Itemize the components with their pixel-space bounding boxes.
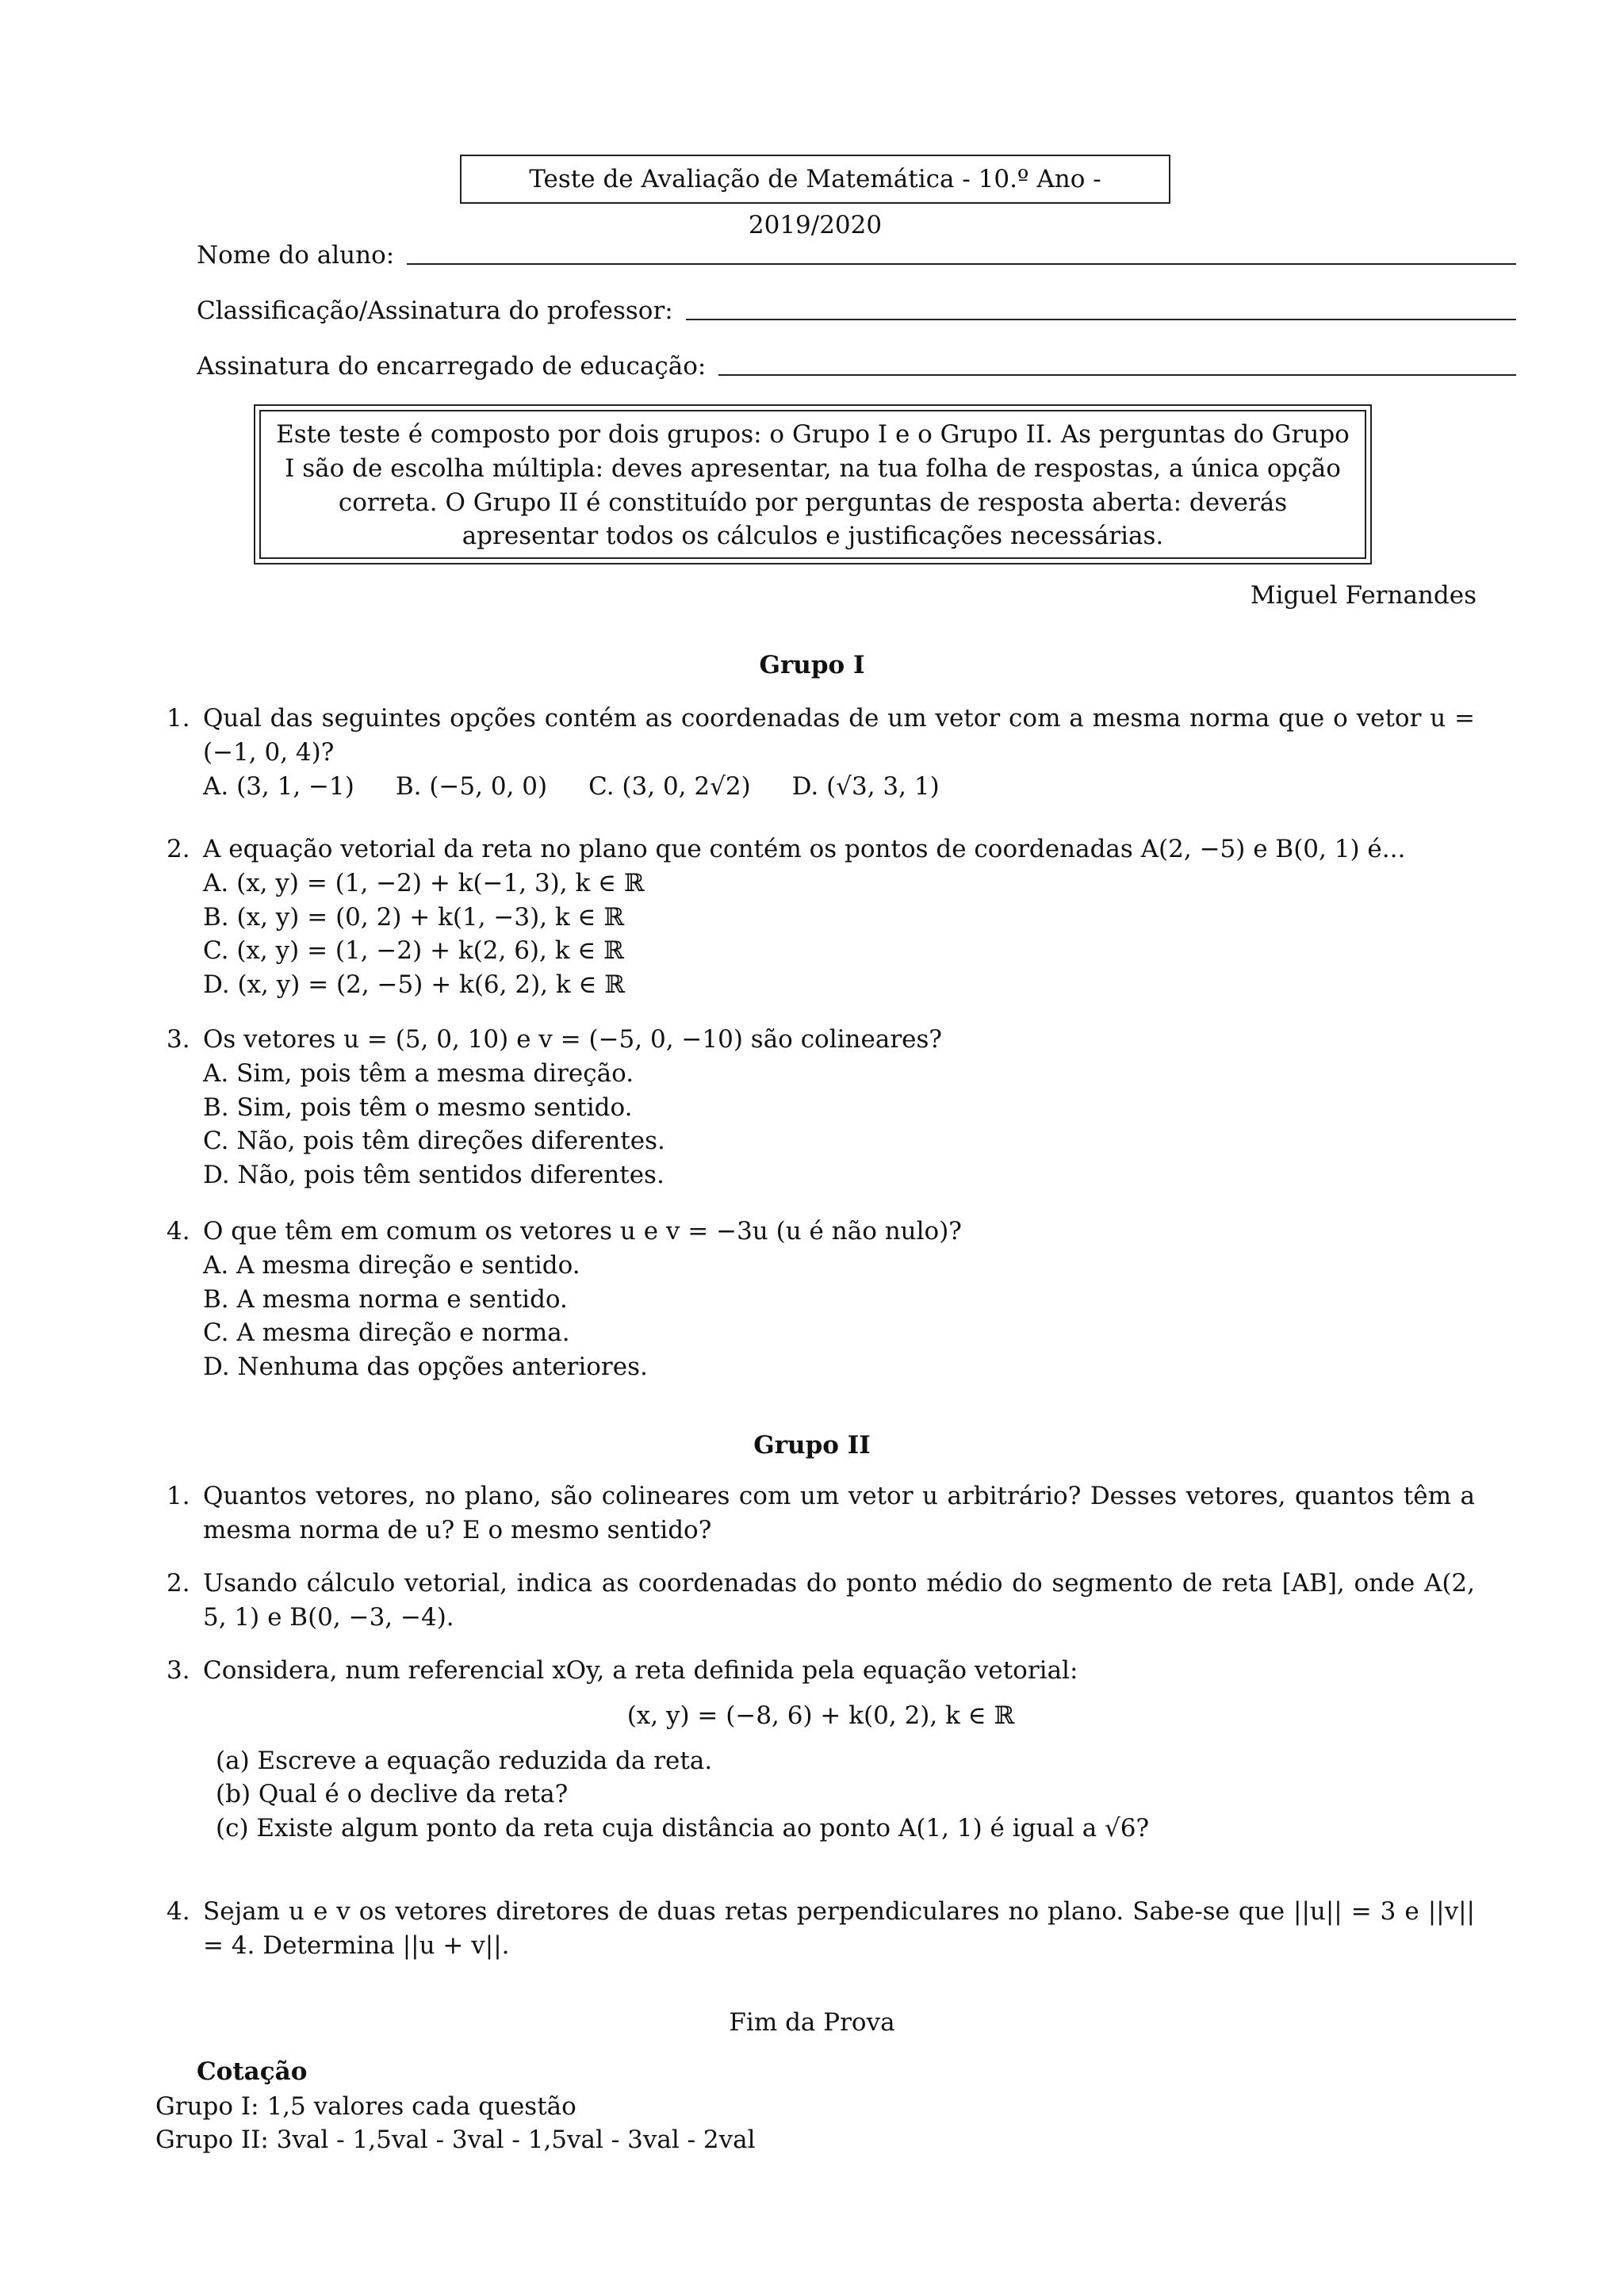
question-text: Quantos vetores, no plano, são colineares com um vetor u arbitrário? Desses vetores, quantos têm a mesma norma de u? E o mesmo sentido? <box>203 1482 1475 1544</box>
test-title: Teste de Avaliação de Matemática - 10.º Ano - 2019/2020 <box>460 155 1170 204</box>
option-a: A. Sim, pois têm a mesma direção. <box>203 1058 634 1088</box>
field-line[interactable] <box>407 263 1516 265</box>
field-label: Nome do aluno: <box>197 241 395 270</box>
question-number: 3. <box>167 1025 190 1054</box>
option-a: A. A mesma direção e sentido. <box>203 1250 580 1280</box>
question-number: 2. <box>167 835 190 863</box>
question-number: 1. <box>167 1482 190 1510</box>
field-label: Assinatura do encarregado de educação: <box>197 352 707 381</box>
g1-question-4 <box>167 1215 1475 1384</box>
question-text: Sejam u e v os vetores diretores de duas retas perpendiculares no plano. Sabe-se que ||u|| = 3 e ||v|| = 4. Determina ||u + v||. <box>203 1897 1475 1960</box>
option-d: D. (x, y) = (2, −5) + k(6, 2), k ∈ ℝ <box>203 970 626 1000</box>
option-b: B. (−5, 0, 0) <box>395 771 548 801</box>
question-text: Os vetores u = (5, 0, 10) e v = (−5, 0, −10) são colineares? <box>203 1025 943 1054</box>
student-name-field[interactable] <box>197 238 1516 273</box>
question-number: 3. <box>167 1656 190 1685</box>
g1-question-3 <box>167 1023 1475 1192</box>
question-text: Considera, num referencial xOy, a reta definida pela equação vetorial: <box>203 1656 1078 1685</box>
field-line[interactable] <box>718 374 1516 376</box>
g2-question-1 <box>167 1479 1475 1548</box>
option-d: D. Nenhuma das opções anteriores. <box>203 1353 648 1382</box>
end-of-test: Fim da Prova <box>729 2008 895 2037</box>
vector-equation: (x, y) = (−8, 6) + k(0, 2), k ∈ ℝ <box>626 1701 1015 1730</box>
option-a: A. (3, 1, −1) <box>203 771 354 801</box>
g1-question-1 <box>167 702 1475 803</box>
question-text: A equação vetorial da reta no plano que contém os pontos de coordenadas A(2, −5) e B(0, 1) é... <box>203 835 1406 863</box>
option-b: B. (x, y) = (0, 2) + k(1, −3), k ∈ ℝ <box>203 902 625 932</box>
author-name: Miguel Fernandes <box>1250 581 1477 610</box>
teacher-signature-field[interactable] <box>197 293 1516 328</box>
option-c: C. (x, y) = (1, −2) + k(2, 6), k ∈ ℝ <box>203 936 624 966</box>
option-c: C. A mesma direção e norma. <box>203 1318 570 1348</box>
group1-title: Grupo I <box>759 651 865 679</box>
question-text: Usando cálculo vetorial, indica as coordenadas do ponto médio do segmento de reta [AB], onde A(2, 5, 1) e B(0, −3, −4). <box>203 1569 1475 1632</box>
cotacao-title: Cotação <box>197 2057 308 2086</box>
options-row <box>203 770 1475 804</box>
g2-question-2 <box>167 1567 1475 1635</box>
question-text: O que têm em comum os vetores u e v = −3u (u é não nulo)? <box>203 1217 962 1246</box>
options-list <box>203 1249 1475 1384</box>
g2-question-4 <box>167 1895 1475 1963</box>
option-d: D. (√3, 3, 1) <box>791 771 940 801</box>
guardian-signature-field[interactable] <box>197 349 1516 384</box>
sub-question-a: (a) Escreve a equação reduzida da reta. <box>216 1746 713 1775</box>
cotacao-line-1: Grupo I: 1,5 valores cada questão <box>155 2092 576 2121</box>
question-number: 4. <box>167 1897 190 1926</box>
question-number: 1. <box>167 704 190 733</box>
g2-question-3 <box>167 1654 1475 1846</box>
question-number: 4. <box>167 1217 190 1246</box>
option-b: B. Sim, pois têm o mesmo sentido. <box>203 1093 633 1122</box>
cotacao-line-2: Grupo II: 3val - 1,5val - 3val - 1,5val - 3val - 2val <box>155 2126 756 2154</box>
group2-title: Grupo II <box>753 1431 871 1460</box>
g1-question-2 <box>167 832 1475 1002</box>
option-c: C. (3, 0, 2√2) <box>588 771 751 801</box>
instructions-box <box>254 404 1372 564</box>
option-b: B. A mesma norma e sentido. <box>203 1284 568 1314</box>
question-text: Qual das seguintes opções contém as coordenadas de um vetor com a mesma norma que o vetor u = (−1, 0, 4)? <box>203 704 1475 767</box>
option-a: A. (x, y) = (1, −2) + k(−1, 3), k ∈ ℝ <box>203 868 645 897</box>
instructions-text: Este teste é composto por dois grupos: o Grupo I e o Grupo II. As perguntas do Grupo I são de escolha múltipla: deves apresentar, na tua folha de respostas, a única opção correta. O Grupo II é constituído por perguntas de resposta aberta: deverás apresentar todos os cálculos e justificações necessárias. <box>259 410 1366 559</box>
field-line[interactable] <box>686 319 1516 320</box>
field-label: Classificação/Assinatura do professor: <box>197 297 673 326</box>
options-list <box>203 1057 1475 1192</box>
sub-questions <box>216 1744 1475 1846</box>
option-d: D. Não, pois têm sentidos diferentes. <box>203 1161 665 1190</box>
sub-question-b: (b) Qual é o declive da reta? <box>216 1780 569 1809</box>
option-c: C. Não, pois têm direções diferentes. <box>203 1127 665 1156</box>
question-number: 2. <box>167 1569 190 1598</box>
options-list <box>203 867 1475 1002</box>
sub-question-c: (c) Existe algum ponto da reta cuja distância ao ponto A(1, 1) é igual a √6? <box>216 1814 1150 1843</box>
